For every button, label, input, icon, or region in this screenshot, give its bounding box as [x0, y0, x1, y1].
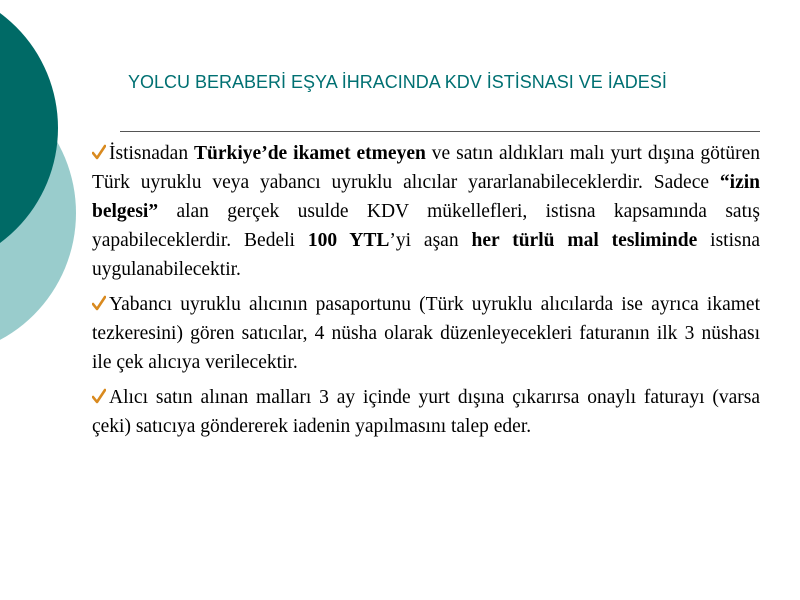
bullet-list [92, 139, 760, 447]
title-divider [120, 131, 760, 132]
body-text: Yabancı uyruklu alıcının pasaportunu (Türk uyruklu alıcılarda ise ayrıca ikamet tezkeresini) gören satıcılar, 4 nüsha olarak düzenleyecekleri faturanın ilk 3 nüshası ile çek alıcıya verilecektir. [92, 294, 760, 373]
check-mark-icon [92, 144, 106, 160]
bullet-item-1 [92, 139, 760, 284]
bullet-item-3 [92, 383, 760, 441]
body-text: istisna uygulanabilecektir. [92, 230, 761, 280]
bullet-item-2 [92, 290, 760, 377]
body-text: ’yi aşan [389, 230, 472, 251]
body-text: ve satın aldıkları malı yurt dışına götüren Türk uyruklu veya yabancı uyruklu alıcılar yararlanabileceklerdir. Sadece [92, 143, 760, 193]
body-text: alan gerçek usulde KDV mükellefleri, istisna kapsamında satış yapabileceklerdir. Bedeli [92, 201, 760, 251]
body-text: İstisnadan [109, 143, 195, 164]
bold-text: her türlü mal tesliminde [471, 230, 698, 251]
body-text: Alıcı satın alınan malları 3 ay içinde yurt dışına çıkarırsa onaylı faturayı (varsa çeki) satıcıya göndererek iadenin yapılmasını talep eder. [92, 387, 760, 437]
bold-text: “izin belgesi” [92, 172, 760, 222]
check-mark-icon [92, 388, 106, 404]
slide-title: YOLCU BERABERİ EŞYA İHRACINDA KDV İSTİSNASI VE İADESİ [128, 72, 667, 92]
check-mark-icon [92, 295, 106, 311]
bold-text: Türkiye’de ikamet etmeyen [194, 143, 426, 164]
bold-text: 100 YTL [307, 230, 390, 251]
